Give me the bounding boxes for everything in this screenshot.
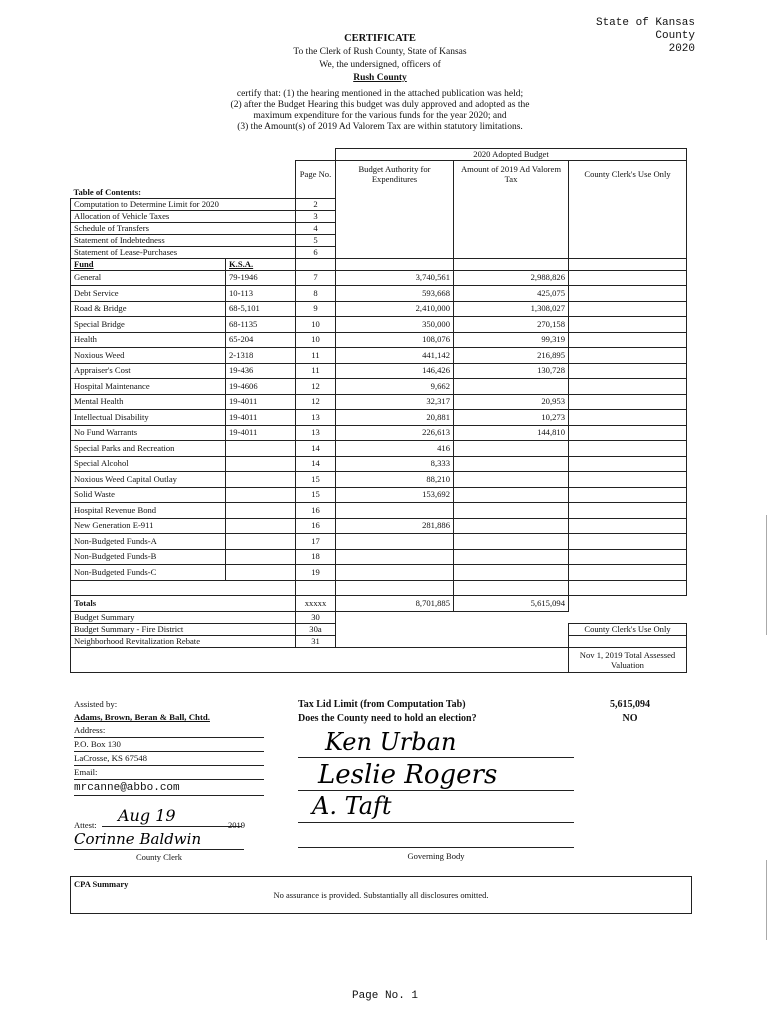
toc-page: 6: [296, 246, 336, 258]
summary-label: Budget Summary: [71, 611, 296, 623]
attest-date-signature: Aug 19: [118, 806, 176, 825]
fund-budget: 9,662: [336, 379, 454, 395]
col-clerk-header: County Clerk's Use Only: [569, 161, 687, 187]
fund-name: General: [71, 270, 226, 286]
toc-row: [71, 198, 687, 210]
fund-budget: 416: [336, 441, 454, 457]
fund-clerk-use: [569, 425, 687, 441]
fund-ksa: [226, 441, 296, 457]
fund-tax: [454, 518, 569, 534]
adopted-budget-header: 2020 Adopted Budget: [336, 149, 687, 161]
fund-row: [71, 441, 687, 457]
toc-row: [71, 222, 687, 234]
fund-clerk-use: [569, 270, 687, 286]
attest-label: Attest:: [74, 820, 97, 830]
fund-page: 15: [296, 472, 336, 488]
fund-clerk-use: [569, 332, 687, 348]
summary-page: 31: [296, 635, 336, 647]
summary-label: Neighborhood Revitalization Rebate: [71, 635, 296, 647]
fund-name: Road & Bridge: [71, 301, 226, 317]
stamp-state: State of Kansas: [595, 17, 695, 29]
fund-name: Special Bridge: [71, 317, 226, 333]
fund-ksa: [226, 456, 296, 472]
fund-clerk-use: [569, 456, 687, 472]
stamp-year: 2020: [668, 43, 695, 55]
fund-budget: 593,668: [336, 286, 454, 302]
fund-page: 10: [296, 332, 336, 348]
certificate-title: CERTIFICATE: [344, 33, 416, 44]
tax-lid-label: Tax Lid Limit (from Computation Tab): [298, 699, 466, 710]
fund-ksa: 65-204: [226, 332, 296, 348]
toc-page: 3: [296, 210, 336, 222]
fund-budget: 32,317: [336, 394, 454, 410]
summary-row: [71, 623, 687, 635]
fund-budget: 281,886: [336, 518, 454, 534]
governing-body-label: Governing Body: [407, 851, 465, 861]
fund-clerk-use: [569, 348, 687, 364]
fund-tax: [454, 549, 569, 565]
toc-row: [71, 246, 687, 258]
certify-line-4: (3) the Amount(s) of 2019 Ad Valorem Tax are within statutory limitations.: [237, 122, 523, 132]
fund-ksa: [226, 549, 296, 565]
fund-tax: 20,953: [454, 394, 569, 410]
fund-name: Solid Waste: [71, 487, 226, 503]
fund-name: Intellectual Disability: [71, 410, 226, 426]
fund-name: Health: [71, 332, 226, 348]
budget-table: [70, 148, 687, 673]
fund-row: [71, 286, 687, 302]
fund-row: [71, 534, 687, 550]
fund-name: No Fund Warrants: [71, 425, 226, 441]
fund-clerk-use: [569, 363, 687, 379]
fund-page: 13: [296, 410, 336, 426]
fund-clerk-use: [569, 301, 687, 317]
fund-row: [71, 301, 687, 317]
tax-lid-value: 5,615,094: [610, 699, 650, 710]
attest-year: 2019: [228, 820, 245, 830]
address-line-2: LaCrosse, KS 67548: [74, 752, 264, 766]
fund-clerk-use: [569, 379, 687, 395]
fund-clerk-use: [569, 286, 687, 302]
fund-name: Debt Service: [71, 286, 226, 302]
clerk-use-only-box: County Clerk's Use Only: [569, 623, 687, 635]
fund-page: 12: [296, 394, 336, 410]
fund-page: 18: [296, 549, 336, 565]
fund-tax: 1,308,027: [454, 301, 569, 317]
fund-budget: 441,142: [336, 348, 454, 364]
summary-page: 30: [296, 611, 336, 623]
fund-page: 14: [296, 456, 336, 472]
toc-row: [71, 234, 687, 246]
fund-tax: 10,273: [454, 410, 569, 426]
summary-page: 30a: [296, 623, 336, 635]
fund-ksa: 19-4011: [226, 394, 296, 410]
fund-page: 9: [296, 301, 336, 317]
fund-name: Special Parks and Recreation: [71, 441, 226, 457]
fund-ksa: 2-1318: [226, 348, 296, 364]
fund-tax: 216,895: [454, 348, 569, 364]
certify-line-2: (2) after the Budget Hearing this budget was duly approved and adopted as the: [230, 100, 530, 110]
fund-budget: [336, 565, 454, 581]
fund-tax: [454, 565, 569, 581]
fund-ksa: 19-436: [226, 363, 296, 379]
toc-label: Computation to Determine Limit for 2020: [71, 198, 296, 210]
fund-row: [71, 348, 687, 364]
fund-page: 8: [296, 286, 336, 302]
fund-page: 11: [296, 363, 336, 379]
fund-budget: 153,692: [336, 487, 454, 503]
fund-name: Mental Health: [71, 394, 226, 410]
fund-name: Noxious Weed: [71, 348, 226, 364]
fund-budget: 146,426: [336, 363, 454, 379]
fund-budget: [336, 549, 454, 565]
cpa-summary-label: CPA Summary: [74, 879, 129, 889]
fund-budget: 226,613: [336, 425, 454, 441]
fund-name: Noxious Weed Capital Outlay: [71, 472, 226, 488]
fund-row: [71, 549, 687, 565]
fund-tax: 425,075: [454, 286, 569, 302]
fund-ksa: 79-1946: [226, 270, 296, 286]
fund-budget: [336, 503, 454, 519]
to-clerk-line: To the Clerk of Rush County, State of Kansas: [293, 47, 467, 57]
fund-row: [71, 317, 687, 333]
fund-page: 19: [296, 565, 336, 581]
fund-name: Appraiser's Cost: [71, 363, 226, 379]
certify-line-3: maximum expenditure for the various funds for the year 2020; and: [253, 111, 507, 121]
address-line-1: P.O. Box 130: [74, 738, 264, 752]
fund-ksa: [226, 565, 296, 581]
fund-page: 13: [296, 425, 336, 441]
col-page-header: Page No.: [296, 161, 336, 187]
signature-1: Ken Urban: [325, 728, 457, 756]
toc-label: Schedule of Transfers: [71, 222, 296, 234]
fund-tax: 144,810: [454, 425, 569, 441]
fund-page: 17: [296, 534, 336, 550]
fund-row: [71, 503, 687, 519]
totals-budget: 8,701,885: [336, 596, 454, 612]
fund-tax: [454, 379, 569, 395]
fund-budget: 3,740,561: [336, 270, 454, 286]
col-tax-header: Amount of 2019 Ad Valorem Tax: [454, 161, 569, 187]
fund-page: 10: [296, 317, 336, 333]
fund-page: 16: [296, 518, 336, 534]
toc-page: 4: [296, 222, 336, 234]
fund-row: [71, 487, 687, 503]
fund-clerk-use: [569, 549, 687, 565]
fund-tax: [454, 487, 569, 503]
fund-page: 7: [296, 270, 336, 286]
fund-tax: [454, 503, 569, 519]
fund-clerk-use: [569, 410, 687, 426]
fund-row: [71, 518, 687, 534]
clerk-signature: Corinne Baldwin: [74, 830, 202, 848]
fund-row: [71, 379, 687, 395]
fund-row: [71, 394, 687, 410]
fund-budget: 88,210: [336, 472, 454, 488]
fund-budget: 2,410,000: [336, 301, 454, 317]
fund-tax: [454, 456, 569, 472]
ksa-label: K.S.A.: [226, 258, 296, 270]
cpa-summary-text: No assurance is provided. Substantially all disclosures omitted.: [273, 890, 489, 900]
fund-ksa: [226, 534, 296, 550]
election-question: Does the County need to hold an election?: [298, 713, 477, 724]
fund-name: Non-Budgeted Funds-A: [71, 534, 226, 550]
fund-clerk-use: [569, 503, 687, 519]
fund-budget: 108,076: [336, 332, 454, 348]
fund-row: [71, 472, 687, 488]
fund-page: 16: [296, 503, 336, 519]
assisted-label: Assisted by:: [74, 699, 118, 709]
county-clerk-label: County Clerk: [135, 852, 183, 862]
fund-tax: 2,988,826: [454, 270, 569, 286]
toc-title: Table of Contents:: [71, 187, 296, 199]
fund-budget: 8,333: [336, 456, 454, 472]
fund-ksa: 68-5,101: [226, 301, 296, 317]
cpa-summary-box: [70, 876, 692, 914]
we-line: We, the undersigned, officers of: [319, 60, 441, 70]
fund-tax: 130,728: [454, 363, 569, 379]
fund-tax: [454, 472, 569, 488]
fund-tax: [454, 441, 569, 457]
assisted-firm: Adams, Brown, Beran & Ball, Chtd.: [74, 712, 210, 722]
fund-tax: 270,158: [454, 317, 569, 333]
stamp-type: County: [655, 30, 695, 42]
fund-tax: 99,319: [454, 332, 569, 348]
fund-ksa: 10-113: [226, 286, 296, 302]
fund-ksa: [226, 518, 296, 534]
totals-label: Totals: [71, 596, 296, 612]
fund-budget: 20,881: [336, 410, 454, 426]
fund-clerk-use: [569, 317, 687, 333]
entity-name: Rush County: [353, 73, 407, 83]
fund-name: Special Alcohol: [71, 456, 226, 472]
fund-row: [71, 332, 687, 348]
fund-ksa: 68-1135: [226, 317, 296, 333]
fund-clerk-use: [569, 394, 687, 410]
email-address: mrcanne@abbo.com: [74, 780, 264, 796]
fund-page: 11: [296, 348, 336, 364]
summary-label: Budget Summary - Fire District: [71, 623, 296, 635]
fund-name: Hospital Maintenance: [71, 379, 226, 395]
fund-row: [71, 410, 687, 426]
fund-label: Fund: [71, 258, 226, 270]
fund-clerk-use: [569, 565, 687, 581]
fund-page: 15: [296, 487, 336, 503]
fund-ksa: 19-4011: [226, 410, 296, 426]
toc-row: [71, 210, 687, 222]
fund-row: [71, 456, 687, 472]
fund-row: [71, 363, 687, 379]
fund-ksa: 19-4011: [226, 425, 296, 441]
fund-clerk-use: [569, 534, 687, 550]
summary-row: [71, 635, 687, 647]
fund-clerk-use: [569, 441, 687, 457]
toc-label: Statement of Indebtedness: [71, 234, 296, 246]
signature-2: Leslie Rogers: [318, 760, 498, 790]
address-label: Address:: [74, 724, 264, 738]
email-label: Email:: [74, 766, 264, 780]
toc-label: Statement of Lease-Purchases: [71, 246, 296, 258]
fund-row: [71, 565, 687, 581]
page-number: Page No. 1: [351, 990, 418, 1002]
toc-page: 2: [296, 198, 336, 210]
fund-clerk-use: [569, 487, 687, 503]
fund-budget: 350,000: [336, 317, 454, 333]
totals-page: xxxxx: [296, 596, 336, 612]
certify-line-1: certify that: (1) the hearing mentioned in the attached publication was held;: [236, 89, 524, 99]
assessed-valuation-box: Nov 1, 2019 Total Assessed Valuation: [569, 647, 687, 672]
fund-name: New Generation E-911: [71, 518, 226, 534]
totals-row: [71, 596, 687, 612]
fund-page: 12: [296, 379, 336, 395]
fund-row: [71, 425, 687, 441]
fund-clerk-use: [569, 472, 687, 488]
fund-row: [71, 270, 687, 286]
fund-tax: [454, 534, 569, 550]
totals-tax: 5,615,094: [454, 596, 569, 612]
signature-3: A. Taft: [312, 792, 392, 820]
fund-page: 14: [296, 441, 336, 457]
toc-label: Allocation of Vehicle Taxes: [71, 210, 296, 222]
fund-ksa: [226, 472, 296, 488]
toc-page: 5: [296, 234, 336, 246]
fund-name: Non-Budgeted Funds-B: [71, 549, 226, 565]
fund-budget: [336, 534, 454, 550]
fund-ksa: [226, 487, 296, 503]
fund-ksa: [226, 503, 296, 519]
summary-row: [71, 611, 687, 623]
col-budget-header: Budget Authority for Expenditures: [336, 161, 454, 187]
fund-clerk-use: [569, 518, 687, 534]
election-answer: NO: [622, 713, 638, 724]
fund-ksa: 19-4606: [226, 379, 296, 395]
fund-name: Non-Budgeted Funds-C: [71, 565, 226, 581]
fund-name: Hospital Revenue Bond: [71, 503, 226, 519]
